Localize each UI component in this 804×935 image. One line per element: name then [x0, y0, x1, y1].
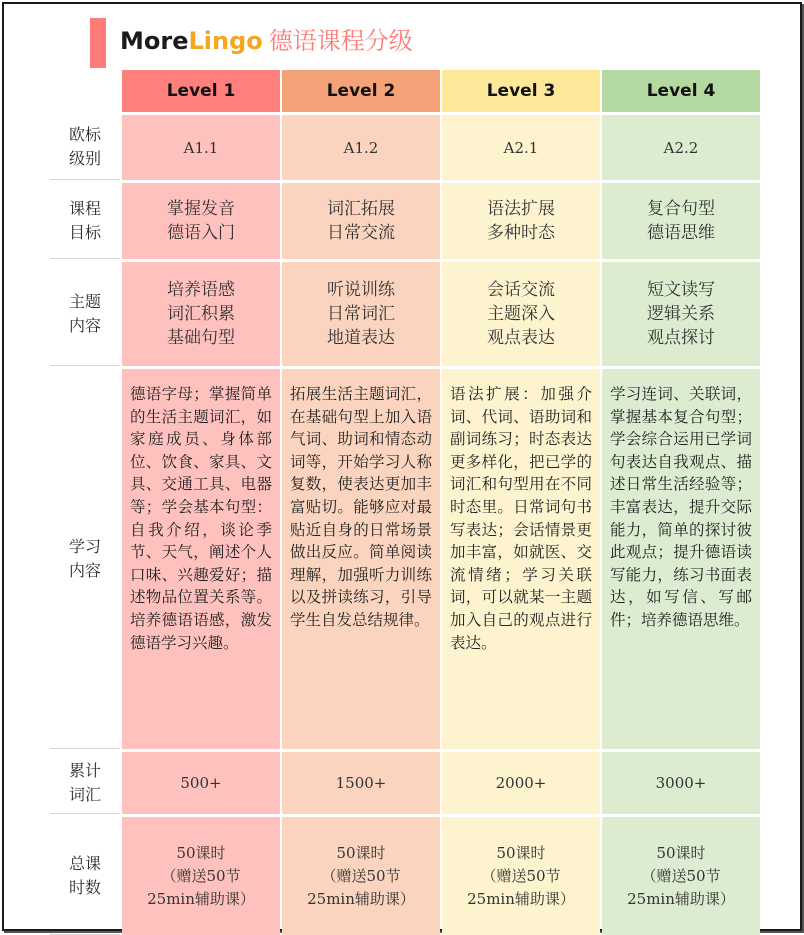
page-title [120, 26, 413, 56]
row-label-cefr [50, 115, 120, 180]
row-label-text: 欧标级别 [68, 125, 101, 168]
cell-cefr-level-3: A2.1 [442, 115, 600, 180]
cell-topics-level-2: 听说训练 日常词汇 地道表达 [282, 262, 440, 366]
cell-vocab-level-3: 2000+ [442, 752, 600, 814]
row-label-topics [50, 262, 120, 366]
cell-vocab-level-1: 500+ [122, 752, 280, 814]
column-header-level-3: Level 3 [442, 70, 600, 112]
cell-goals-level-3: 语法扩展 多种时态 [442, 183, 600, 259]
row-label-text: 学习内容 [68, 536, 101, 580]
level-table [50, 70, 760, 935]
content-text: 语法扩展：加强介词、代词、语助词和副词练习；时态表达更多样化，把已学的词汇和句型用在不同时态里。日常词句书写表达；会话情景更加丰富，如就医、交流情绪；学习关联词，可以就某一主题加入自己的观点进行表达。 [450, 385, 592, 652]
content-text: 学习连词、关联词，掌握基本复合句型；学会综合运用已学词句表达自我观点、描述日常生活经验等；丰富表达，提升交际能力，简单的探讨彼此观点；提升德语读写能力，练习书面表达，如写信、写邮件；培养德语思维。 [610, 385, 752, 629]
cell-hours-level-2: 50课时 （赠送50节 25min辅助课） [282, 817, 440, 935]
cell-vocab-level-2: 1500+ [282, 752, 440, 814]
brand-lingo: Lingo [188, 27, 263, 55]
cell-content-level-3 [442, 369, 600, 749]
cell-topics-level-3: 会话交流 主题深入 观点表达 [442, 262, 600, 366]
cell-goals-level-4: 复合句型 德语思维 [602, 183, 760, 259]
cell-hours-level-1: 50课时 （赠送50节 25min辅助课） [122, 817, 280, 935]
row-label-content [50, 369, 120, 749]
column-header-level-2: Level 2 [282, 70, 440, 112]
cell-hours-level-4: 50课时 （赠送50节 25min辅助课） [602, 817, 760, 935]
title-text: 德语课程分级 [268, 27, 413, 55]
row-label-text: 总课时数 [68, 853, 101, 897]
cell-cefr-level-2: A1.2 [282, 115, 440, 180]
column-header-level-4: Level 4 [602, 70, 760, 112]
row-label-hours [50, 817, 120, 935]
row-label-text: 累计词汇 [68, 760, 101, 804]
row-label-text: 课程目标 [68, 198, 101, 242]
content-text: 拓展生活主题词汇，在基础句型上加入语气词、助词和情态动词等，开始学习人称复数，使表达更加丰富贴切。能够应对最贴近自身的日常场景做出反应。简单阅读理解，加强听力训练以及拼读练习，引导学生自发总结规律。 [290, 385, 432, 629]
cell-cefr-level-1: A1.1 [122, 115, 280, 180]
row-label-vocab [50, 752, 120, 814]
cell-content-level-2 [282, 369, 440, 749]
cell-content-level-4 [602, 369, 760, 749]
cell-topics-level-4: 短文读写 逻辑关系 观点探讨 [602, 262, 760, 366]
table-corner [50, 70, 120, 112]
cell-goals-level-2: 词汇拓展 日常交流 [282, 183, 440, 259]
content-text: 德语字母；掌握简单的生活主题词汇，如家庭成员、身体部位、饮食、家具、文具、交通工具、电器等；学会基本句型：自我介绍，谈论季节、天气，阐述个人口味、兴趣爱好；描述物品位置关系等。培养德语语感，激发德语学习兴趣。 [130, 385, 272, 652]
brand-more: More [120, 27, 189, 55]
row-label-text: 主题内容 [68, 291, 101, 335]
cell-topics-level-1: 培养语感 词汇积累 基础句型 [122, 262, 280, 366]
title-accent-bar [90, 18, 106, 68]
cell-hours-level-3: 50课时 （赠送50节 25min辅助课） [442, 817, 600, 935]
column-header-level-1: Level 1 [122, 70, 280, 112]
cell-goals-level-1: 掌握发音 德语入门 [122, 183, 280, 259]
cell-cefr-level-4: A2.2 [602, 115, 760, 180]
row-label-goals [50, 183, 120, 259]
cell-content-level-1 [122, 369, 280, 749]
cell-vocab-level-4: 3000+ [602, 752, 760, 814]
